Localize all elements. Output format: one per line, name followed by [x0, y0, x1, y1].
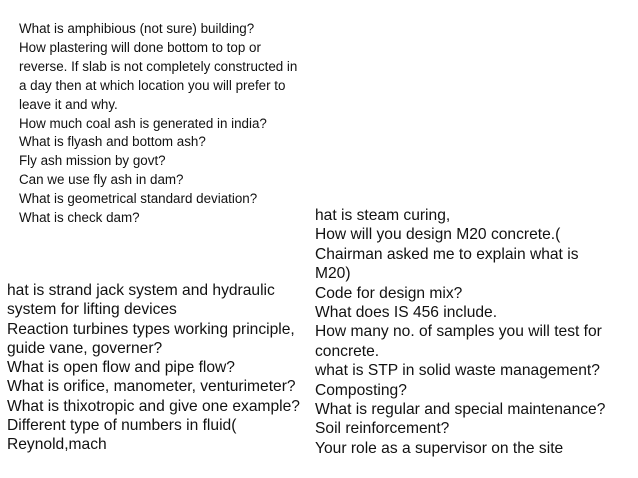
- question-line: a day then at which location you will prefer to: [19, 77, 286, 93]
- question-line: Composting?: [315, 381, 407, 399]
- question-line: How much coal ash is generated in india?: [19, 115, 267, 131]
- question-line: guide vane, governer?: [7, 339, 163, 357]
- question-line: What is open flow and pipe flow?: [7, 359, 235, 377]
- question-line: What is regular and special maintenance?: [315, 401, 606, 419]
- question-line: Soil reinforcement?: [315, 420, 450, 438]
- question-line: What is thixotropic and give one example?: [7, 397, 300, 415]
- question-line: What is check dam?: [19, 210, 140, 226]
- question-line: What is geometrical standard deviation?: [19, 191, 258, 207]
- question-line: Code for design mix?: [315, 284, 463, 302]
- question-line: How plastering will done bottom to top or: [19, 39, 261, 55]
- question-line: Reaction turbines types working principle,: [7, 320, 295, 338]
- question-line: concrete.: [315, 342, 380, 360]
- question-line: Your role as a supervisor on the site: [315, 439, 564, 457]
- question-line: What is flyash and bottom ash?: [19, 134, 206, 150]
- question-line: What is orifice, manometer, venturimeter?: [7, 378, 296, 396]
- question-line: M20): [315, 265, 351, 283]
- question-line: Chairman asked me to explain what is: [315, 245, 579, 263]
- question-line: system for lifting devices: [7, 301, 177, 319]
- question-line: How many no. of samples you will test for: [315, 323, 602, 341]
- question-line: What does IS 456 include.: [315, 304, 498, 322]
- top-question-list: [19, 20, 297, 228]
- right-question-list: [315, 206, 605, 458]
- question-line: hat is strand jack system and hydraulic: [7, 282, 275, 299]
- question-line: reverse. If slab is not completely constructed in: [19, 58, 298, 74]
- question-line: Different type of numbers in fluid(: [7, 417, 237, 435]
- question-line: What is amphibious (not sure) building?: [19, 21, 255, 36]
- question-line: leave it and why.: [19, 96, 118, 112]
- question-line: hat is steam curing,: [315, 207, 451, 224]
- question-line: Reynold,mach: [7, 436, 107, 454]
- left-question-list: [7, 281, 300, 455]
- question-line: Fly ash mission by govt?: [19, 153, 166, 169]
- question-line: How will you design M20 concrete.(: [315, 226, 561, 244]
- question-line: Can we use fly ash in dam?: [19, 172, 184, 188]
- question-line: what is STP in solid waste management?: [315, 362, 600, 380]
